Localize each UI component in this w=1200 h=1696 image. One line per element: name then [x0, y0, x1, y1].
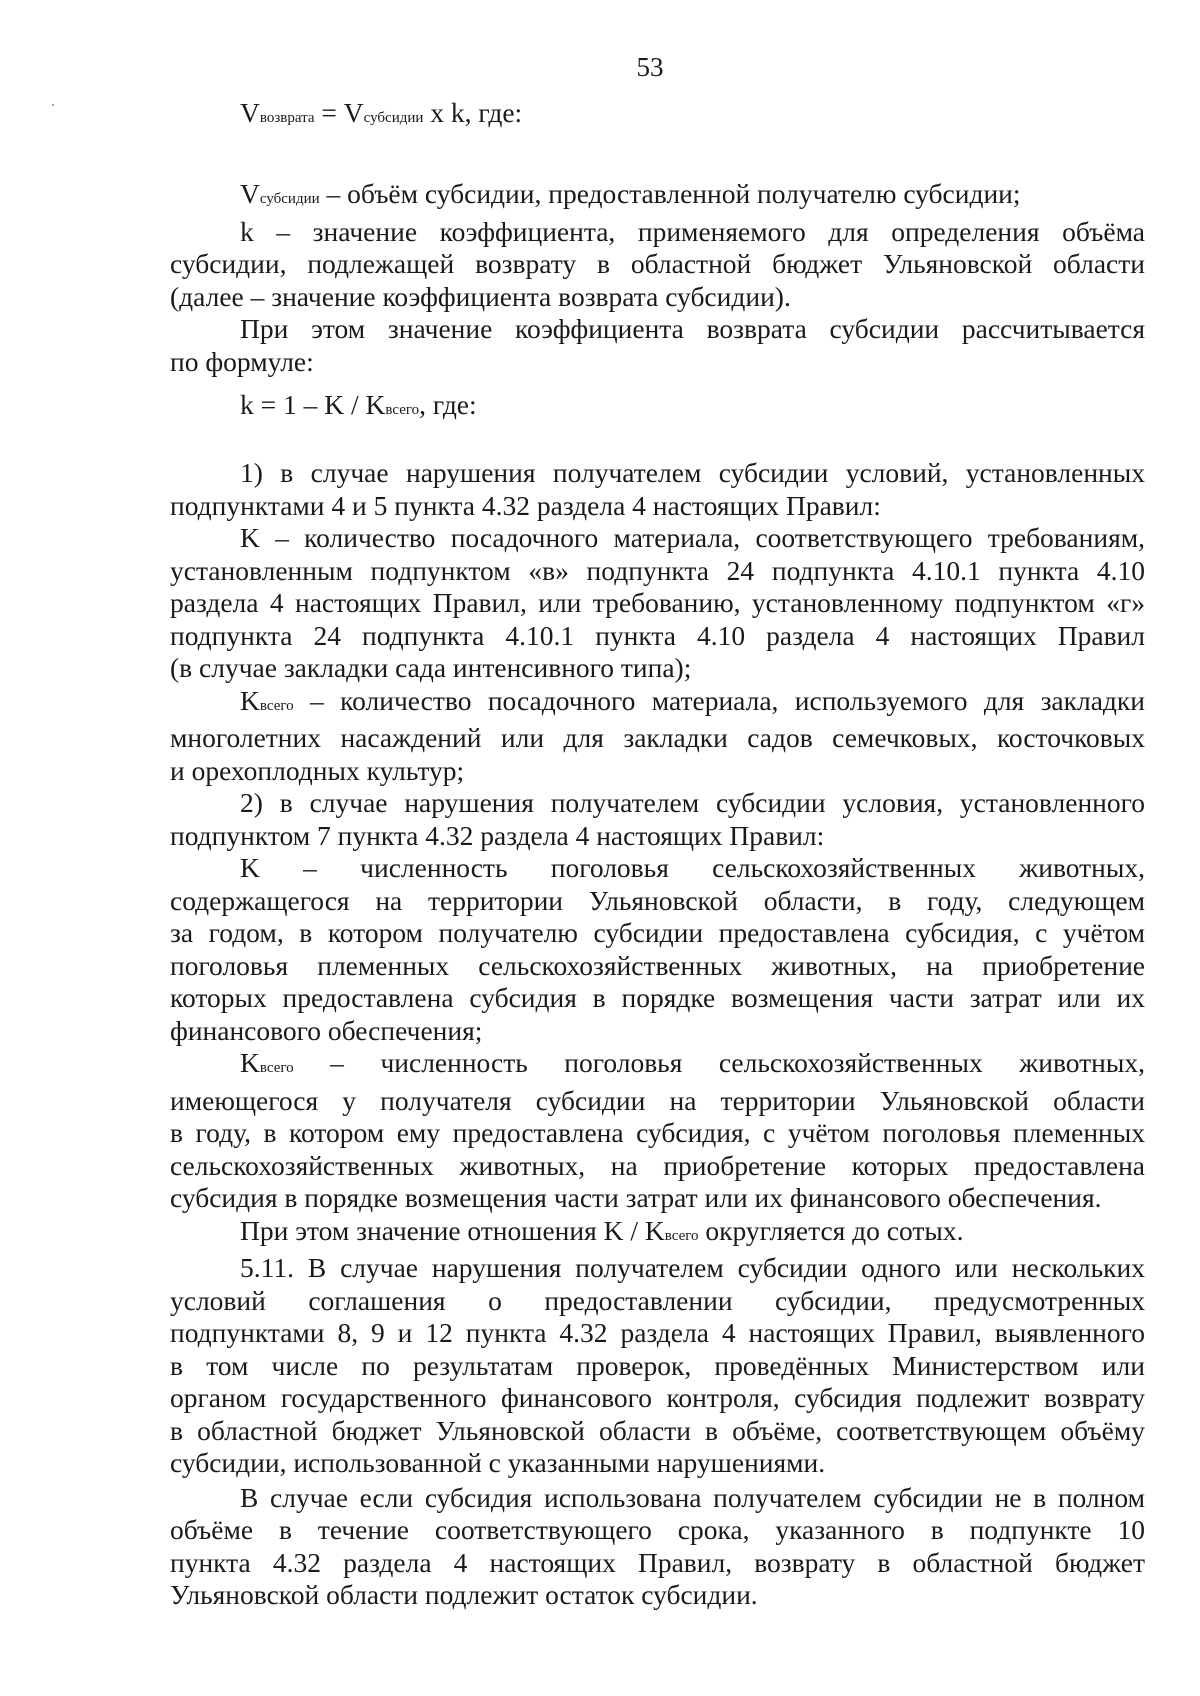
final-paragraph-line: В случае если субсидия использована получателем субсидии не в полном [240, 1481, 1145, 1513]
case2-kall-line: имеющегося у получателя субсидии на территории Ульяновской области [170, 1084, 1145, 1116]
case1-kall-line: и орехоплодных культур; [170, 754, 465, 786]
case2-k-line: K – численность поголовья сельскохозяйственных животных, [240, 852, 1145, 883]
case2-k-line: содержащегося на территории Ульяновской области, в году, следующем [170, 884, 1145, 916]
page-number: 53 [636, 52, 664, 82]
section-511-line: в областной бюджет Ульяновской области в объёме, соответствующем объёму [170, 1414, 1145, 1446]
rounding-note: При этом значение отношения K / Kвсего округляется до сотых. [240, 1214, 964, 1246]
case1-k-line: установленным подпунктом «в» подпункта 24 подпункта 4.10.1 пункта 4.10 [170, 554, 1145, 586]
case1-k-line: подпункта 24 подпункта 4.10.1 пункта 4.10 раздела 4 настоящих Правил [170, 619, 1145, 651]
case2-k-line: которых предоставлена субсидия в порядке возмещения части затрат или их [170, 982, 1145, 1013]
formula-return-volume: Vвозврата = Vсубсидии x k, где: [240, 97, 523, 128]
case1-kall-line: Kвсего – количество посадочного материала, используемого для закладки [240, 684, 1145, 716]
section-511-line: подпунктами 8, 9 и 12 пункта 4.32 раздела 4 настоящих Правил, выявленного [170, 1317, 1145, 1348]
case2-k-line: финансового обеспечения; [170, 1014, 483, 1046]
case2-kall-line: субсидия в порядке возмещения части затрат или их финансового обеспечения. [170, 1182, 1102, 1213]
section-511-line: в том числе по результатам проверок, проведённых Министерством или [170, 1349, 1145, 1381]
intro-line: При этом значение коэффициента возврата субсидии рассчитывается [240, 313, 1145, 344]
intro-line: по формуле: [170, 345, 314, 377]
case1-line: 1) в случае нарушения получателем субсидии условий, установленных [240, 457, 1145, 488]
scan-speck [52, 104, 54, 106]
final-paragraph-line: пункта 4.32 раздела 4 настоящих Правил, возврату в областной бюджет [170, 1546, 1145, 1578]
case1-kall-line: многолетних насаждений или для закладки садов семечковых, косточковых [170, 722, 1145, 753]
case2-kall-line: Kвсего – численность поголовья сельскохозяйственных животных, [240, 1047, 1145, 1078]
case1-k-line: K – количество посадочного материала, соответствующего требованиям, [240, 522, 1145, 553]
case1-line: подпунктами 4 и 5 пункта 4.32 раздела 4 настоящих Правил: [170, 489, 881, 521]
case2-line: подпунктом 7 пункта 4.32 раздела 4 настоящих Правил: [170, 819, 825, 851]
final-paragraph-line: Ульяновской области подлежит остаток субсидии. [170, 1579, 758, 1610]
main-body [170, 457, 1145, 1612]
definition-k-line: k – значение коэффициента, применяемого для определения объёма [240, 215, 1145, 247]
section-511-line: 5.11. В случае нарушения получателем субсидии одного или нескольких [240, 1252, 1145, 1283]
case2-k-line: за годом, в котором получателю субсидии предоставлена субсидия, с учётом [170, 917, 1145, 948]
definition-v-subsidy: Vсубсидии – объём субсидии, предоставленной получателю субсидии; [240, 178, 1021, 209]
section-511-line: субсидии, использованной с указанными нарушениями. [170, 1447, 826, 1478]
formula-coefficient: k = 1 – K / Kвсего, где: [240, 389, 477, 420]
section-511-line: условий соглашения о предоставлении субсидии, предусмотренных [170, 1284, 1145, 1316]
case2-line: 2) в случае нарушения получателем субсидии условия, установленного [240, 787, 1145, 818]
case2-k-line: поголовья племенных сельскохозяйственных животных, на приобретение [170, 949, 1145, 981]
case2-kall-line: в году, в котором ему предоставлена субсидия, с учётом поголовья племенных [170, 1117, 1145, 1148]
definition-k-line: субсидии, подлежащей возврату в областной бюджет Ульяновской области [170, 248, 1145, 279]
case1-k-line: (в случае закладки сада интенсивного типа); [170, 652, 692, 683]
definition-k-line: (далее – значение коэффициента возврата субсидии). [170, 280, 791, 312]
section-511-line: органом государственного финансового контроля, субсидия подлежит возврату [170, 1382, 1145, 1413]
case1-k-line: раздела 4 настоящих Правил, или требованию, установленному подпунктом «г» [170, 587, 1145, 618]
case2-kall-line: сельскохозяйственных животных, на приобретение которых предоставлена [170, 1149, 1145, 1181]
definitions-block [170, 178, 1145, 378]
final-paragraph-line: объёме в течение соответствующего срока, указанного в подпункте 10 [170, 1514, 1145, 1545]
